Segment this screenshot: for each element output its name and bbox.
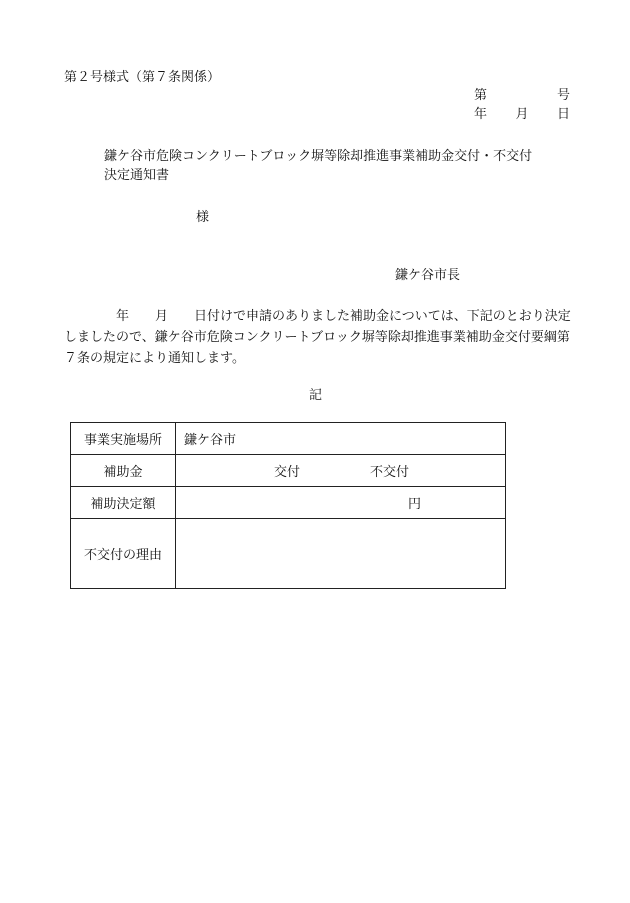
date-day: 日 [556, 107, 570, 122]
body-year: 年 [116, 309, 130, 324]
body-main: 日付けで申請のありました補助金については、下記のとおり決定しましたので、鎌ケ谷市危険コンクリートブロック塀等除却推進事業補助金交付要綱第７条の規定により通知します。 [64, 309, 571, 366]
date-year: 年 [474, 107, 488, 122]
document-number-row [474, 86, 570, 105]
title-line-2: 決定通知書 [104, 168, 170, 183]
date-row [474, 105, 570, 124]
table-row-reason [71, 519, 506, 589]
location-label: 事業実施場所 [71, 423, 176, 455]
detail-table [70, 422, 506, 589]
subsidy-label: 補助金 [71, 455, 176, 487]
title-line-1: 鎌ケ谷市危険コンクリートブロック塀等除却推進事業補助金交付・不交付 [104, 149, 533, 164]
document-title [104, 147, 532, 185]
amount-unit: 円 [176, 487, 506, 519]
subsidy-choices-cell [176, 455, 506, 487]
form-number: 第２号様式（第７条関係） [64, 70, 221, 85]
ki-heading: 記 [309, 388, 323, 403]
date-month: 月 [515, 107, 529, 122]
body-text [64, 306, 572, 369]
amount-label: 補助決定額 [71, 487, 176, 519]
issuer: 鎌ケ谷市長 [395, 268, 461, 283]
reason-value [176, 519, 506, 589]
table-row-subsidy [71, 455, 506, 487]
document-number-block [474, 86, 570, 124]
reason-label: 不交付の理由 [71, 519, 176, 589]
doc-number-dai: 第 [474, 88, 488, 103]
choice-grant: 交付 [274, 465, 301, 480]
table-row-amount [71, 487, 506, 519]
doc-number-go: 号 [556, 88, 570, 103]
location-value: 鎌ケ谷市 [176, 423, 506, 455]
choice-nongrant: 不交付 [370, 465, 410, 480]
table-row-location [71, 423, 506, 455]
body-month: 月 [155, 309, 169, 324]
addressee: 様 [196, 210, 210, 225]
